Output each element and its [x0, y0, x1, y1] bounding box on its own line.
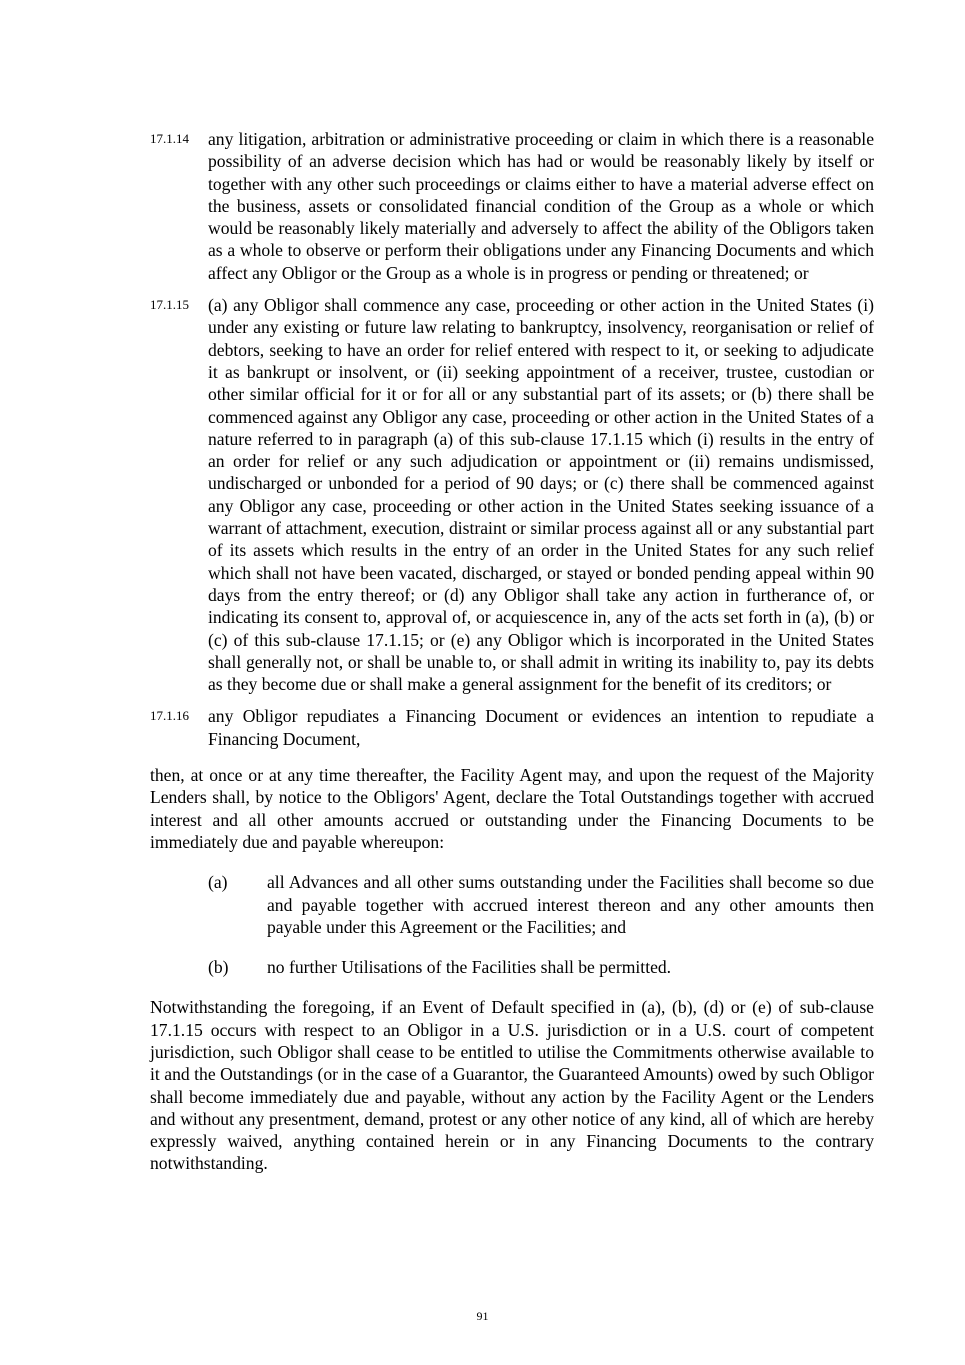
- subitem-text: all Advances and all other sums outstanding under the Facilities shall become so due and payable together with accrued interest thereon and any other amounts then payable under this Agreement or the Facilities; and: [267, 872, 874, 937]
- clause-17-1-14: [150, 128, 874, 284]
- clause-number: 17.1.14: [150, 131, 189, 146]
- clause-number: 17.1.15: [150, 297, 189, 313]
- subitem-text: no further Utilisations of the Facilities shall be permitted.: [267, 957, 672, 978]
- declaration-paragraph: then, at once or at any time thereafter, the Facility Agent may, and upon the request of the Majority Lenders shall, by notice to the Obligors' Agent, declare the Total Outstandings together with accrued interest and all other amounts accrued or outstanding under the Financing Documents to be immediately due and payable whereupon:: [150, 765, 874, 852]
- clause-text: any litigation, arbitration or administrative proceeding or claim in which there is a reasonable possibility of an adverse decision which has had or would be reasonably likely by itself or together with any other such proceedings or claims either to have a material adverse effect on the business, assets or consolidated financial condition of the Group as a whole or which would be reasonably likely materially and adversely to affect the ability of the Obligors taken as a whole to observe or perform their obligations under any Financing Documents and which affect any Obligor or the Group as a whole is in progress or pending or threatened; or: [208, 129, 874, 283]
- subitem-label: (b): [208, 957, 229, 978]
- clause-text: (a) any Obligor shall commence any case, proceeding or other action in the United States (i) under any existing or future law relating to bankruptcy, insolvency, reorganisation or relief of debtors, seeking to have an order for relief entered with respect to it, or seeking to adjudicate it as bankrupt or insolvent, or (ii) seeking appointment of a receiver, trustee, custodian or other similar official for it or for all or any substantial part of its assets; or (b) there shall be commenced against any Obligor any case, proceeding or other action in the United States of a nature referred to in paragraph (a) of this sub-clause 17.1.15 which (i) results in the entry of an order for relief or any such adjudication or appointment or (ii) remains undismissed, undischarged or unbonded for a period of 90 days; or (c) there shall be commenced against any Obligor any case, proceeding or other action in the United States seeking issuance of a warrant of attachment, execution, distraint or similar process against all or any substantial part of its assets which results in the entry of an order in the United States for any such relief which shall not have been vacated, discharged, or stayed or bonded pending appeal within 90 days from the entry thereof; or (d) any Obligor shall take any action in furtherance of, or indicating its consent to, approval of, or acquiescence in, any of the acts set forth in (a), (b) or (c) of this sub-clause 17.1.15; or (e) any Obligor which is incorporated in the United States shall generally not, or shall be unable to, or shall admit in writing its inability to, pay its debts as they become due or shall make a general assignment for the benefit of its creditors; or: [208, 295, 874, 695]
- subitem-label: (a): [208, 872, 228, 893]
- clause-17-1-15: [150, 294, 874, 695]
- clause-17-1-16: [150, 705, 874, 750]
- document-page: [150, 128, 874, 1193]
- subitem-b: [150, 956, 874, 978]
- notwithstanding-paragraph: Notwithstanding the foregoing, if an Event of Default specified in (a), (b), (d) or (e) of sub-clause 17.1.15 occurs with respect to an Obligor in a U.S. jurisdiction or in a U.S. court of competent jurisdiction, such Obligor shall cease to be entitled to utilise the Commitments otherwise available to it and the Outstandings (or in the case of a Guarantor, the Guaranteed Amounts) owed by such Obligor shall become immediately due and payable, without any action by the Facility Agent or the Lenders and without any presentment, demand, protest or any other notice of any kind, all of which are hereby expressly waived, anything contained herein or in any Financing Documents to the contrary notwithstanding.: [150, 997, 874, 1174]
- subitem-a: [150, 871, 874, 938]
- clause-text: any Obligor repudiates a Financing Document or evidences an intention to repudiate a Financing Document,: [208, 706, 874, 749]
- page-number: 91: [476, 1309, 489, 1323]
- clause-number: 17.1.16: [150, 708, 189, 724]
